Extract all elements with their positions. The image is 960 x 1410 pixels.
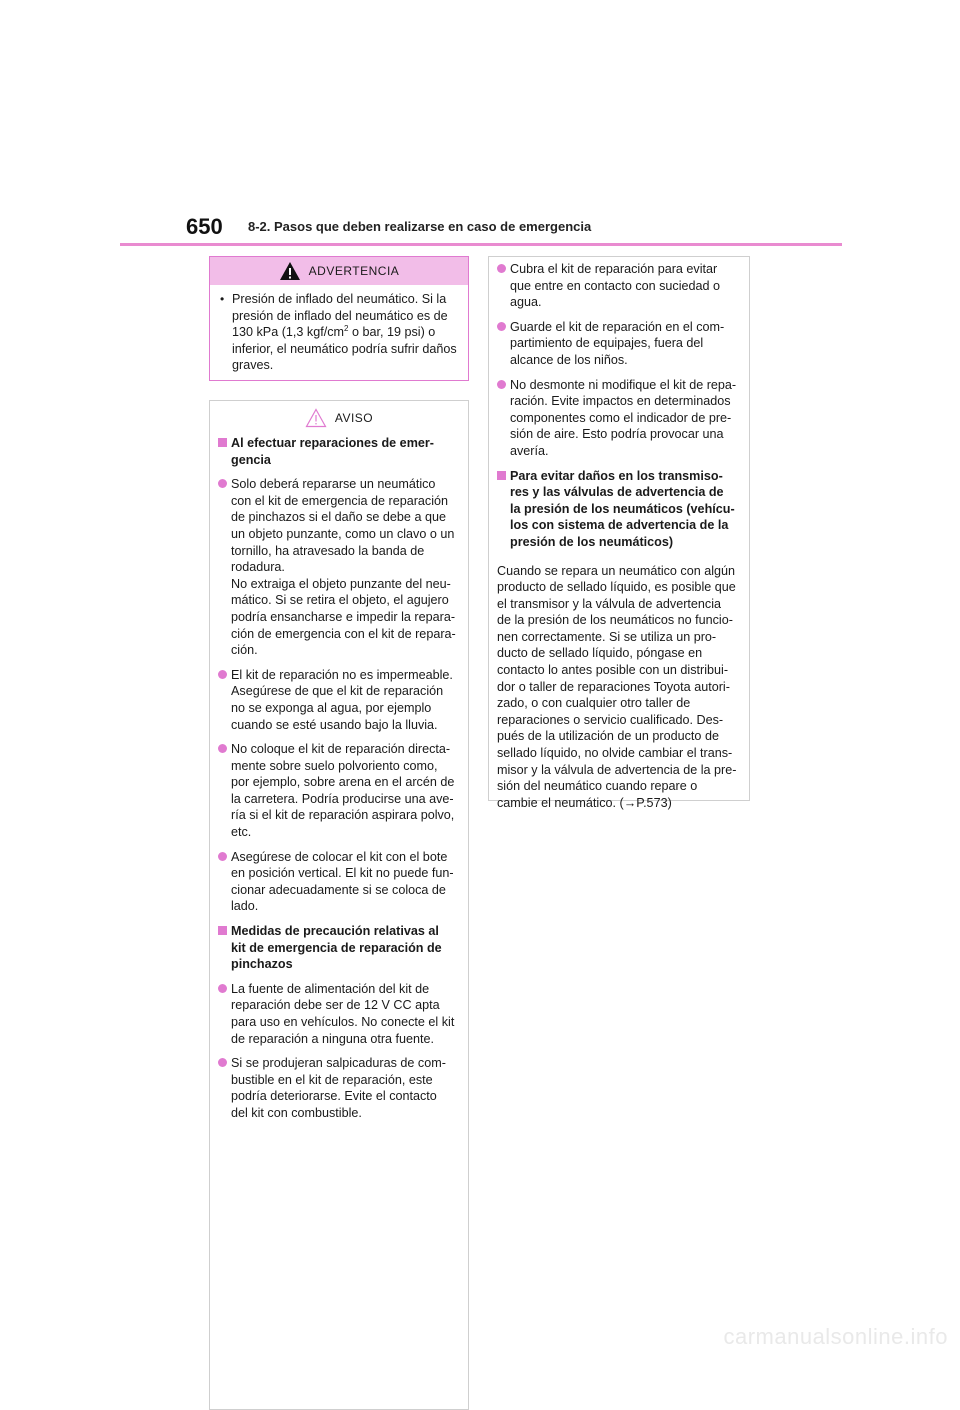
item-text: No desmonte ni modifique el kit de repa- ración. Evite impactos en determinados componentes como el indicador de pre- sión de aire. Esto podría provocar una avería. [510, 377, 737, 458]
bullet-item [218, 476, 458, 659]
bullet-item [497, 319, 739, 369]
bullet-item [218, 741, 458, 841]
right-paragraph-wrap [489, 559, 749, 812]
round-bullet-icon [218, 744, 227, 753]
item-text: Asegúrese de colocar el kit con el bote en posición vertical. El kit no puede fun- cionar adecuadamente si se coloca de lado. [231, 849, 454, 914]
section-title: 8-2. Pasos que deben realizarse en caso de emergencia [248, 219, 592, 234]
bullet-marker: • [220, 292, 225, 306]
warning-text [232, 291, 458, 374]
warning-box [209, 256, 469, 381]
caution-title: AVISO [334, 411, 374, 425]
bullet-item [218, 1055, 458, 1121]
superscript: 2 [344, 324, 349, 333]
right-paragraph: Cuando se repara un neumático con algún producto de sellado líquido, es posible que el transmisor y la válvula de advertencia de la presión de los neumáticos no funcio- nen correctamente. Si se utiliza un pro- ducto de sellado líquido, póngase en contacto lo antes posible con un distribui- dor o taller de reparaciones Toyota autori- zado, o con cualquier otro taller de reparaciones o servicio cualificado. Des- pués de la utilización de un producto de sellado líquido, no olvide cambiar el trans- misor y la válvula de advertencia de la pre- sión del neumático cuando repare o cambie el neumático. (→P.573) [497, 563, 737, 810]
warning-item [218, 291, 458, 374]
round-bullet-icon [497, 380, 506, 389]
round-bullet-icon [218, 670, 227, 679]
bullet-item [218, 981, 458, 1047]
page-number: 650 [186, 214, 223, 239]
section-heading [218, 435, 458, 468]
item-text: Si se produjeran salpicaduras de com- bustible en el kit de reparación, este podría deteriorarse. Evite el contacto del kit con combustible. [231, 1056, 446, 1120]
watermark: carmanualsonline.info [723, 1324, 948, 1349]
caution-box [209, 400, 469, 1410]
square-bullet-icon [497, 471, 506, 480]
round-bullet-icon [218, 852, 227, 861]
bullet-item [218, 849, 458, 915]
caution-triangle-icon [305, 408, 327, 428]
square-bullet-icon [218, 926, 227, 935]
right-info-box [488, 256, 750, 810]
round-bullet-icon [218, 479, 227, 488]
warning-text-part2: o bar, 19 psi) o inferior, el neumático podría sufrir daños graves. [232, 325, 457, 373]
caution-content [210, 433, 468, 1122]
item-text: Guarde el kit de reparación en el com- partimiento de equipajes, fuera del alcance de los niños. [510, 319, 725, 367]
square-bullet-icon [218, 438, 227, 447]
round-bullet-icon [218, 984, 227, 993]
round-bullet-icon [218, 1058, 227, 1067]
warning-text-part1: Presión de inflado del neumático. Si la presión de inflado del neumático es de 130 kPa (1,3 kgf/cm [232, 292, 448, 340]
item-text: Cubra el kit de reparación para evitar que entre en contacto con suciedad o agua. [510, 262, 721, 310]
item-text: La fuente de alimentación del kit de reparación debe ser de 12 V CC apta para uso en vehículos. No conecte el kit de reparación a ninguna otra fuente. [231, 981, 455, 1046]
round-bullet-icon [497, 264, 506, 273]
item-text: Solo deberá repararse un neumático con el kit de emergencia de reparación de pinchazos si el daño se debe a que un objeto punzante, como un clavo o un tornillo, ha atravesado la banda de rodadura. No extraiga el objeto punzante del neu- mático. Si se retira el objeto, el agujero podría ensancharse e impedir la repara- ción de emergencia con el kit de repara- ción. [231, 477, 456, 658]
section-heading [497, 468, 739, 551]
warning-header [210, 257, 468, 285]
item-text: No coloque el kit de reparación directa- mente sobre suelo polvoriento como, por ejemplo, sobre arena en el arcén de la carretera. Podría producirse una ave- ría si el kit de reparación aspirara polvo, etc. [231, 742, 455, 840]
caution-header [210, 403, 468, 433]
right-content [489, 257, 749, 551]
item-text: Al efectuar reparaciones de emer- gencia [231, 436, 434, 467]
header-rule [120, 243, 842, 246]
bullet-item [497, 261, 739, 311]
warning-triangle-icon [279, 261, 301, 281]
bullet-item [218, 667, 458, 733]
round-bullet-icon [497, 322, 506, 331]
warning-title: ADVERTENCIA [308, 264, 400, 278]
item-text: El kit de reparación no es impermeable. Asegúrese de que el kit de reparación no se exponga al agua, por ejemplo cuando se esté usando bajo la lluvia. [231, 667, 453, 732]
item-text: Para evitar daños en los transmiso- res y las válvulas de advertencia de la presión de los neumáticos (vehícu- los con sistema de advertencia de la presión de los neumáticos) [510, 468, 735, 549]
bullet-item [497, 377, 739, 460]
section-heading [218, 923, 458, 973]
item-text: Medidas de precaución relativas al kit de emergencia de reparación de pinchazos [231, 924, 442, 972]
